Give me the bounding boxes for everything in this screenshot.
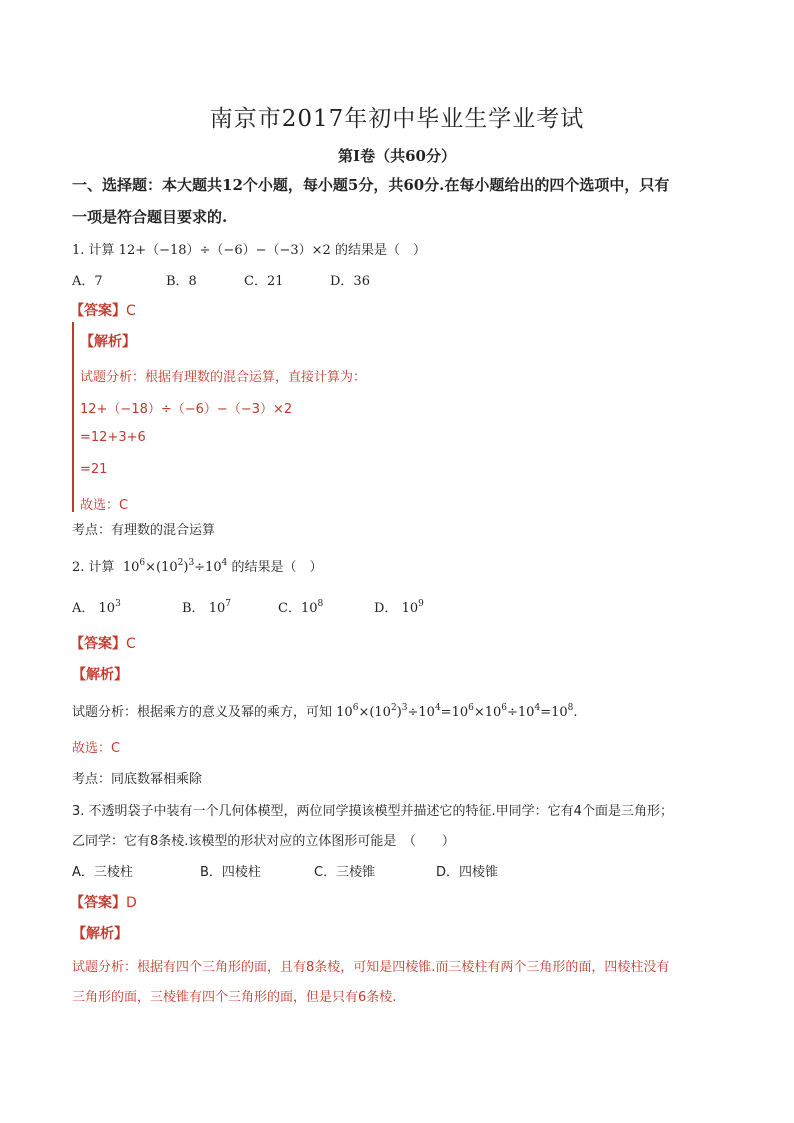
question-3-option-a: A．三棱柱: [72, 865, 133, 880]
section-heading-line2: 一项是符合题目要求的.: [72, 208, 228, 226]
question-2-stem: [72, 556, 323, 575]
page-subtitle: 第I卷（共60分）: [338, 147, 456, 165]
question-3-analysis-line2: 三角形的面，三棱锥有四个三角形的面，但是只有6条棱.: [72, 990, 397, 1005]
question-2-analysis: [72, 701, 578, 720]
page-title: 南京市2017年初中毕业生学业考试: [209, 106, 585, 132]
question-2-answer: [70, 633, 136, 653]
question-2-expression: $10^6\times(10^2)^3\div 10^4$: [118, 558, 228, 575]
question-3-option-b: B．四棱柱: [200, 865, 261, 880]
answer-value: C: [126, 303, 136, 319]
question-1-option-d: D．36: [330, 274, 370, 289]
question-2-knowledge-point: 考点：同底数幂相乘除: [72, 772, 203, 787]
question-3-analysis-tag: 【解析】: [72, 926, 128, 942]
question-2-analysis-formula: $10^6\times(10^2)^3\div 10^4=10^6\times 10^6\div 10^4=10^8$.: [336, 703, 578, 720]
question-2-stem-prefix: 2. 计算: [72, 560, 115, 575]
question-2-select: 故选：C: [72, 741, 121, 756]
answer-tag: 【答案】: [70, 303, 126, 319]
question-1-analysis-tag: 【解析】: [80, 334, 136, 350]
question-2-option-c: C．$10^8$: [278, 599, 324, 616]
question-3-option-d: D．四棱锥: [436, 865, 499, 880]
question-1-knowledge-point: 考点：有理数的混合运算: [72, 523, 216, 538]
question-3-stem-line1: 3. 不透明袋子中装有一个几何体模型，两位同学摸该模型并描述它的特征.甲同学：它有4个面是三角形；: [72, 804, 673, 819]
question-1-option-a: A．7: [72, 274, 103, 289]
question-3-analysis-line1: 试题分析：根据有四个三角形的面，且有8条棱，可知是四棱锥.而三棱柱有两个三角形的面，四棱柱没有: [72, 960, 670, 975]
question-1-option-b: B．8: [166, 274, 197, 289]
question-1-analysis-line-3: =12+3+6: [80, 430, 146, 445]
question-3-answer: [70, 892, 137, 912]
question-1-stem: 1. 计算 12+（−18）÷（−6）−（−3）×2 的结果是（ ）: [72, 243, 426, 258]
analysis-rule: [72, 322, 74, 512]
question-1-option-c: C．21: [244, 274, 284, 289]
question-2-stem-suffix: 的结果是（ ）: [231, 560, 323, 575]
answer-tag: 【答案】: [70, 636, 126, 652]
question-3-stem-line2: 乙同学：它有8条棱.该模型的形状对应的立体图形可能是 （ ）: [72, 834, 455, 849]
question-2-analysis-tag: 【解析】: [72, 667, 128, 683]
answer-value: D: [126, 895, 137, 911]
question-1-analysis-line-5: 故选：C: [80, 498, 129, 513]
question-2-analysis-text: 试题分析：根据乘方的意义及幂的乘方，可知: [72, 705, 333, 720]
question-2-option-d: D． $10^9$: [374, 599, 424, 616]
answer-value: C: [126, 636, 136, 652]
section-heading-line1: 一、选择题：本大题共12个小题，每小题5分，共60分.在每小题给出的四个选项中，只有: [72, 176, 670, 194]
question-1-answer: [70, 300, 136, 320]
answer-tag: 【答案】: [70, 895, 126, 911]
question-2-option-a: A． $10^3$: [72, 599, 121, 616]
question-2-option-b: B． $10^7$: [182, 599, 231, 616]
question-1-analysis-line-4: =21: [80, 462, 108, 477]
question-3-option-c: C．三棱锥: [314, 865, 376, 880]
question-1-analysis-line-2: 12+（−18）÷（−6）−（−3）×2: [80, 402, 293, 417]
question-1-analysis-line-1: 试题分析：根据有理数的混合运算，直接计算为：: [80, 370, 367, 385]
